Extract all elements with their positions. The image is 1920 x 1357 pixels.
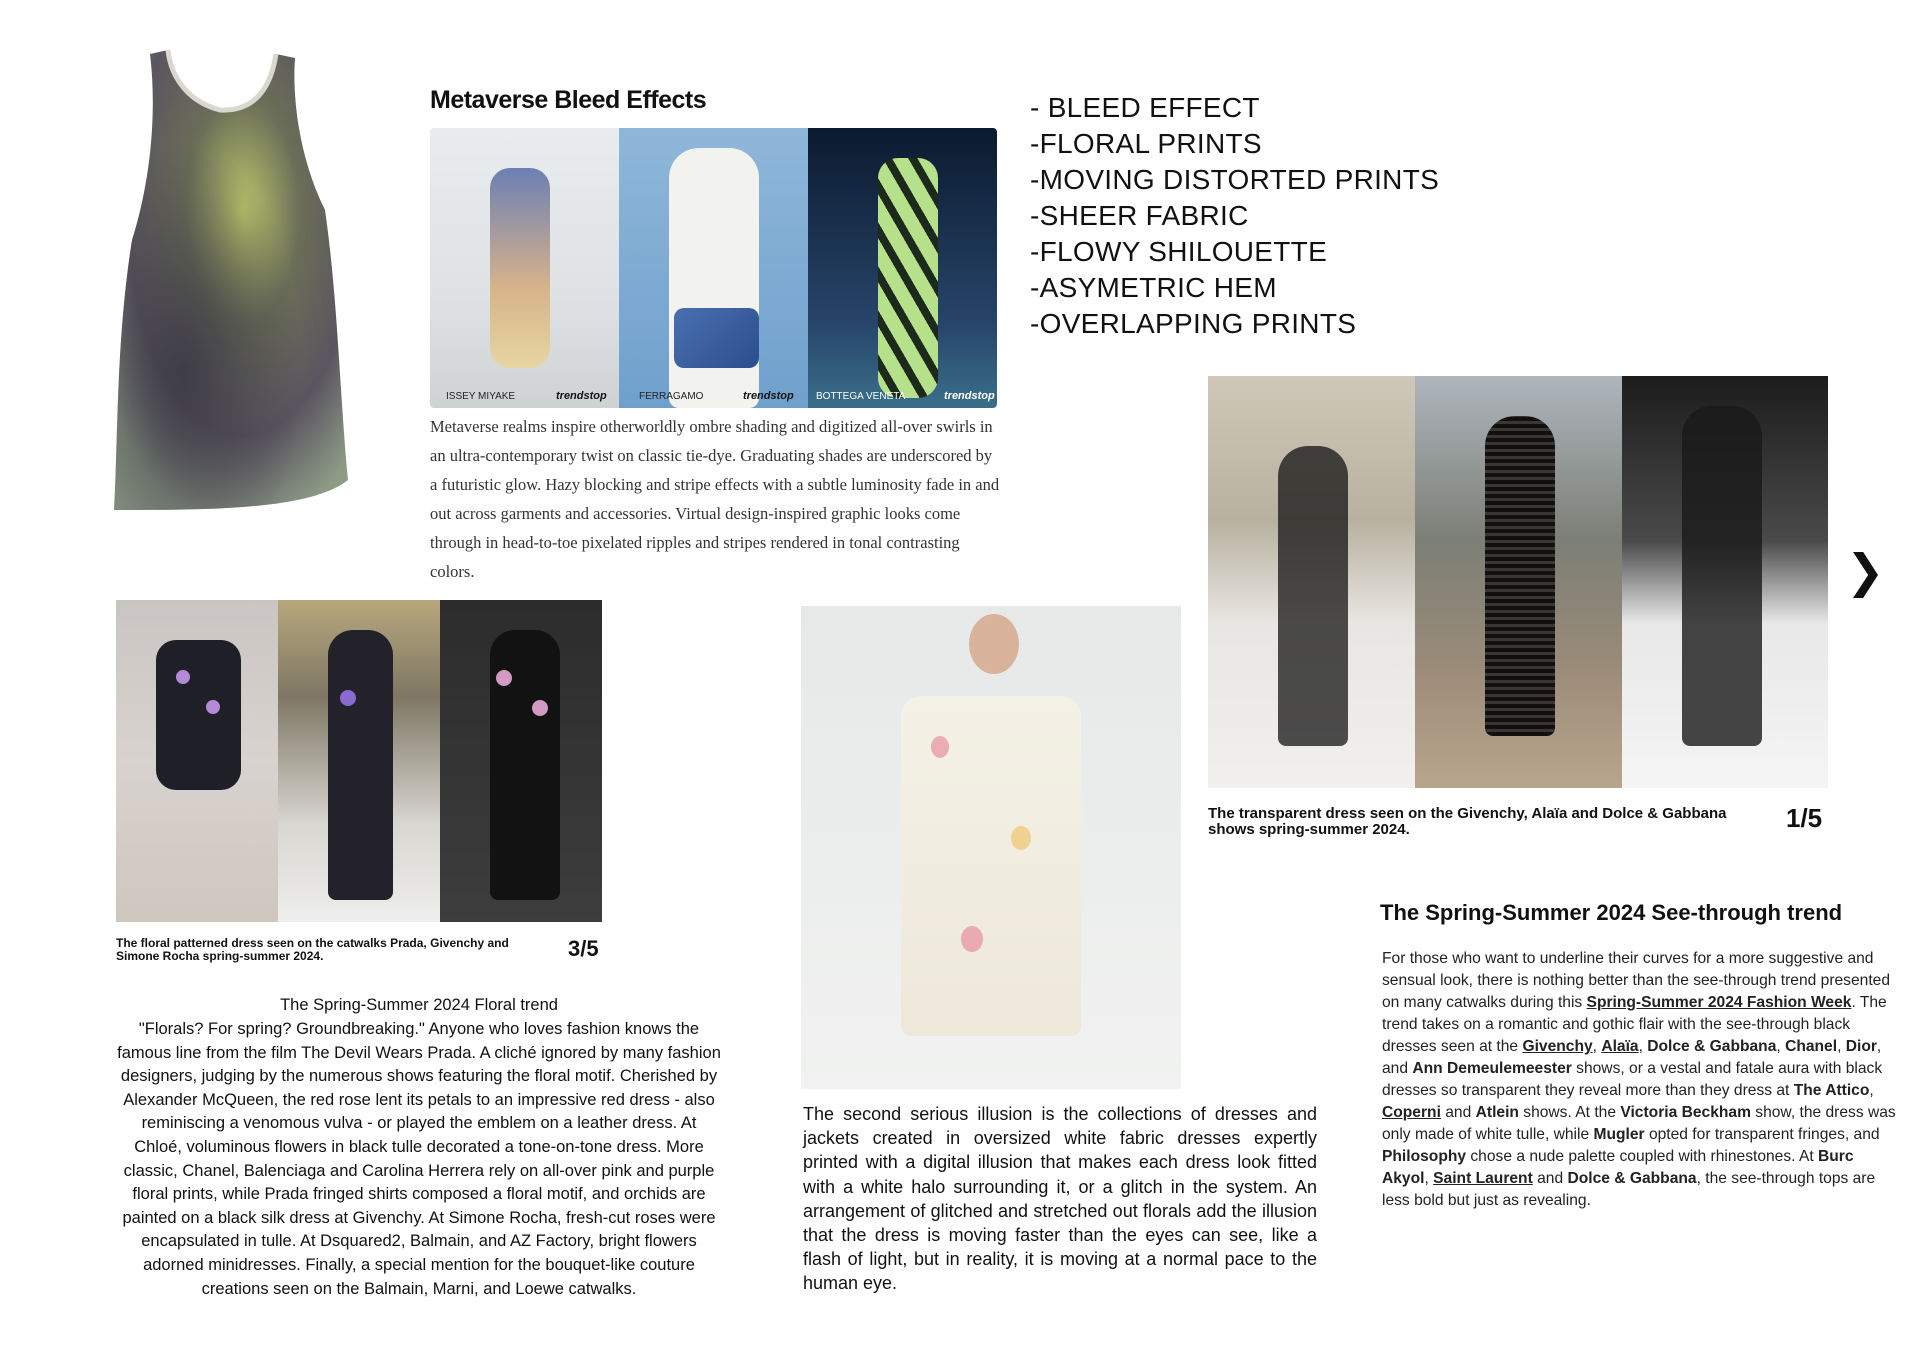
see-through-photo-caption: The transparent dress seen on the Givenchy, Alaïa and Dolce & Gabbana shows spring-summer 2024. bbox=[1208, 805, 1727, 838]
trendstop-watermark: trendstop bbox=[556, 390, 607, 402]
body-text: , bbox=[1424, 1170, 1434, 1187]
feature-item: -ASYMETRIC HEM bbox=[1030, 272, 1277, 303]
alaia-photo bbox=[1415, 376, 1622, 788]
givenchy-photo bbox=[1208, 376, 1415, 788]
feature-item: -OVERLAPPING PRINTS bbox=[1030, 308, 1357, 339]
prada-photo bbox=[116, 600, 278, 922]
body-text: , and bbox=[1382, 1038, 1882, 1077]
floral-title: The Spring-Summer 2024 Floral trend bbox=[280, 996, 558, 1014]
feature-item: -FLORAL PRINTS bbox=[1030, 128, 1262, 159]
brand-link[interactable]: Coperni bbox=[1382, 1104, 1441, 1121]
ferragamo-photo bbox=[619, 128, 808, 408]
brand-name: Ann Demeulemeester bbox=[1412, 1060, 1572, 1077]
body-text: and bbox=[1440, 1104, 1476, 1121]
issey-miyake-photo bbox=[430, 128, 619, 408]
photo-caption: FERRAGAMO bbox=[639, 391, 704, 402]
see-through-photo-carousel bbox=[1208, 376, 1828, 788]
trendstop-watermark: trendstop bbox=[743, 390, 794, 402]
feature-item: - BLEED EFFECT bbox=[1030, 92, 1260, 123]
brand-name: Dior bbox=[1845, 1038, 1877, 1055]
floral-photo-strip bbox=[116, 600, 602, 922]
body-text: , bbox=[1592, 1038, 1602, 1055]
trendstop-watermark: trendstop bbox=[944, 390, 995, 402]
brand-name: Victoria Beckham bbox=[1620, 1104, 1751, 1121]
body-text: , bbox=[1837, 1038, 1846, 1055]
brand-name: Atlein bbox=[1475, 1104, 1519, 1121]
floral-description: "Florals? For spring? Groundbreaking." Anyone who loves fashion knows the famous line from the film The Devil Wears Prada. A cliché ignored by many fashion designers, judging by the numerous shows featuring the floral motif. Cherished by Alexander McQueen, the red rose lent its petals to an impressive red dress - also reminiscing a venomous vulva - or played the emblem on a leather dress. At Chloé, voluminous flowers in black tulle decorated a tone-on-tone dress. More classic, Chanel, Balenciaga and Carolina Herrera rely on all-over pink and purple floral prints, while Prada fringed shirts composed a floral motif, and orchids are painted on a black silk dress at Givenchy. At Simone Rocha, fresh-cut roses were encapsulated in tulle. At Dsquared2, Balmain, and AZ Factory, bright flowers adorned minidresses. Finally, a special mention for the bouquet-like couture creations seen on the Balmain, Marni, and Loewe catwalks. bbox=[117, 1020, 721, 1298]
carousel-next-arrow-icon[interactable]: ❯ bbox=[1846, 545, 1885, 597]
dolce-gabbana-photo bbox=[1622, 376, 1828, 788]
metaverse-title: Metaverse Bleed Effects bbox=[430, 86, 707, 114]
brand-link[interactable]: Givenchy bbox=[1522, 1038, 1593, 1055]
metaverse-photo-strip bbox=[430, 128, 997, 408]
body-text: , bbox=[1638, 1038, 1648, 1055]
brand-name: Philosophy bbox=[1382, 1148, 1467, 1165]
see-through-description bbox=[1382, 948, 1902, 1212]
photo-caption: ISSEY MIYAKE bbox=[446, 391, 516, 402]
illusion-description: The second serious illusion is the collections of dresses and jackets created in oversized white fabric dresses expertly printed with a digital illusion that makes each dress look fitted with a white halo surrounding it, or a glitch in the system. An arrangement of glitched and stretched out florals add the illusion that the dress is moving faster than the eyes can see, like a flash of light, but in reality, it is moving at a normal pace to the human eye. bbox=[803, 1104, 1317, 1294]
floral-photo-caption: The floral patterned dress seen on the catwalks Prada, Givenchy and Simone Rocha spring-summer 2024. bbox=[116, 936, 509, 963]
brand-name: Dolce & Gabbana bbox=[1567, 1170, 1697, 1187]
body-text: , bbox=[1776, 1038, 1786, 1055]
bleed-tank-top-image bbox=[110, 40, 360, 530]
body-text: For those who want to underline their curves for a more suggestive and sensual look, there is nothing better than the see-through trend presented on many catwalks during this bbox=[1382, 950, 1890, 1011]
brand-name: Mugler bbox=[1593, 1126, 1645, 1143]
brand-name: Chanel bbox=[1785, 1038, 1838, 1055]
brand-name: Dolce & Gabbana bbox=[1647, 1038, 1777, 1055]
metaverse-description: Metaverse realms inspire otherworldly ombre shading and digitized all-over swirls in an ultra-contemporary twist on classic tie-dye. Graduating shades are underscored by a futuristic glow. Hazy blocking and stripe effects with a subtle luminosity fade in and out across garments and accessories. Virtual design-inspired graphic looks come through in head-to-toe pixelated ripples and stripes rendered in tonal contrasting colors. bbox=[430, 417, 1000, 581]
feature-item: -SHEER FABRIC bbox=[1030, 200, 1249, 231]
brand-name: Burc Akyol bbox=[1382, 1148, 1854, 1187]
see-through-title: The Spring-Summer 2024 See-through trend bbox=[1380, 900, 1843, 925]
body-text: . The trend takes on a romantic and gothic flair with the see-through black dresses seen at the bbox=[1382, 994, 1887, 1055]
givenchy-floral-photo bbox=[278, 600, 440, 922]
brand-link[interactable]: Alaïa bbox=[1601, 1038, 1639, 1055]
feature-item: -FLOWY SHILOUETTE bbox=[1030, 236, 1328, 267]
body-text: , bbox=[1869, 1082, 1874, 1099]
body-text: , the see-through tops are less bold but just as revealing. bbox=[1382, 1170, 1876, 1209]
body-text: opted for transparent fringes, and bbox=[1644, 1126, 1880, 1143]
trend-features-list bbox=[1030, 90, 1439, 342]
brand-name: The Attico bbox=[1793, 1082, 1870, 1099]
body-text: and bbox=[1532, 1170, 1568, 1187]
body-text: shows, or a vestal and fatale aura with black dresses so transparent they reveal more than they dress at bbox=[1382, 1060, 1883, 1099]
bottega-veneta-photo bbox=[808, 128, 997, 408]
feature-item: -MOVING DISTORTED PRINTS bbox=[1030, 164, 1440, 195]
body-text: show, the dress was only made of white tulle, while bbox=[1382, 1104, 1896, 1143]
body-text: shows. At the bbox=[1518, 1104, 1621, 1121]
photo-caption: BOTTEGA VENETA bbox=[816, 391, 906, 402]
brand-link[interactable]: Spring-Summer 2024 Fashion Week bbox=[1586, 994, 1852, 1011]
brand-link[interactable]: Saint Laurent bbox=[1433, 1170, 1533, 1187]
body-text: chose a nude palette coupled with rhinestones. At bbox=[1466, 1148, 1819, 1165]
floral-page-indicator: 3/5 bbox=[568, 936, 599, 961]
glitch-print-dress-photo bbox=[801, 606, 1181, 1089]
see-through-page-indicator: 1/5 bbox=[1786, 803, 1823, 833]
simone-rocha-photo bbox=[440, 600, 602, 922]
